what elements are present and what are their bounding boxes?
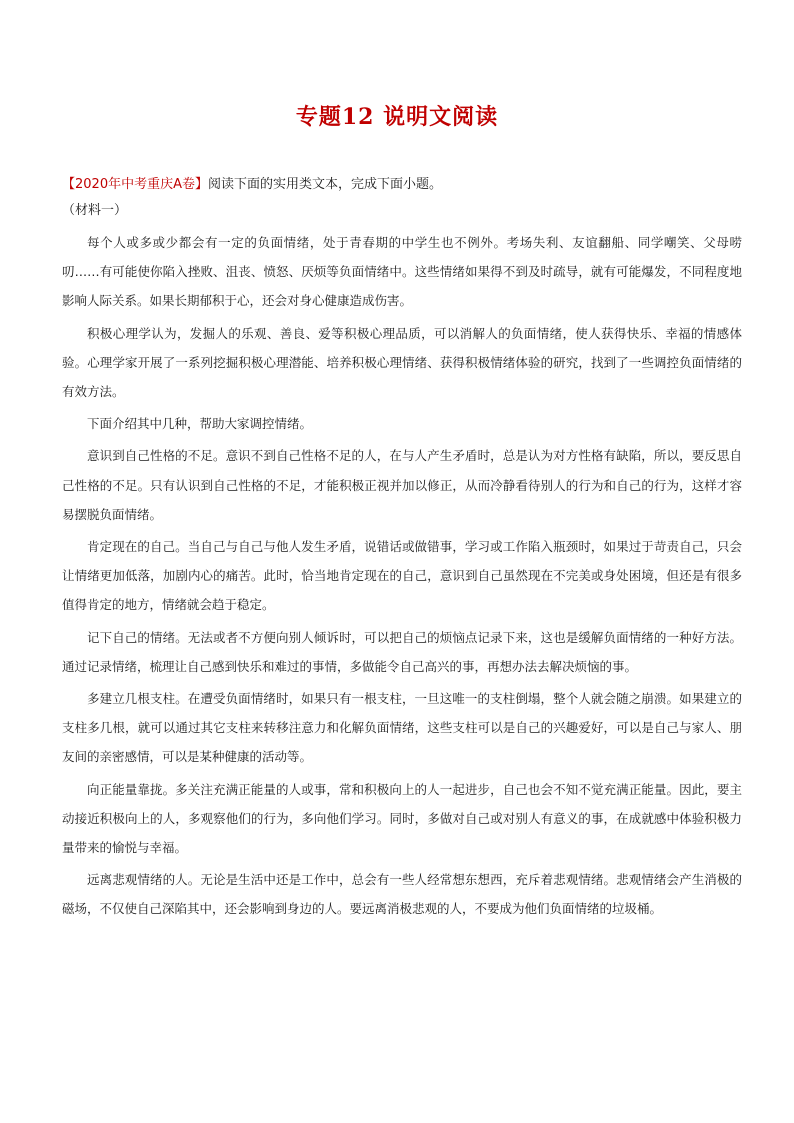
paragraph: 肯定现在的自己。当自己与自己与他人发生矛盾，说错话或做错事，学习或工作陷入瓶颈时，如果过于苛责自己，只会让情绪更加低落，加剧内心的痛苦。此时，恰当地肯定现在的自己，意识到自己虽然现在不完美或身处困境，但还是有很多值得肯定的地方，情绪就会趋于稳定。 <box>62 539 742 613</box>
paragraph: 积极心理学认为，发掘人的乐观、善良、爱等积极心理品质，可以消解人的负面情绪，使人获得快乐、幸福的情感体验。心理学家开展了一系列挖掘积极心理潜能、培养积极心理情绪、获得积极情绪体验的研究，找到了一些调控负面情绪的有效方法。 <box>62 325 742 400</box>
instruction-text: 阅读下面的实用类文本，完成下面小题。 <box>207 177 442 192</box>
paragraph: 记下自己的情绪。无法或者不方便向别人倾诉时，可以把自己的烦恼点记录下来，这也是缓解负面情绪的一种好方法。通过记录情绪，梳理让自己感到快乐和难过的事情，多做能令自己高兴的事，再想办法去解决烦恼的事。 <box>62 629 742 674</box>
question-source-line <box>62 172 742 198</box>
paragraph: 远离悲观情绪的人。无论是生活中还是工作中，总会有一些人经常想东想西，充斥着悲观情绪。悲观情绪会产生消极的磁场，不仅使自己深陷其中，还会影响到身边的人。要远离消极悲观的人，不要成为他们负面情绪的垃圾桶。 <box>62 872 742 917</box>
paragraph: 向正能量靠拢。多关注充满正能量的人或事，常和积极向上的人一起进步，自己也会不知不觉充满正能量。因此，要主动接近积极向上的人，多观察他们的行为，多向他们学习。同时，多做对自己或对别人有意义的事，在成就感中体验积极力量带来的愉悦与幸福。 <box>62 781 742 856</box>
material-label: （材料一） <box>62 203 128 218</box>
paragraph: 意识到自己性格的不足。意识不到自己性格不足的人，在与人产生矛盾时，总是认为对方性格有缺陷，所以，要反思自己性格的不足。只有认识到自己性格的不足，才能积极正视并加以修正，从而冷静看待别人的行为和自己的行为，这样才容易摆脱负面情绪。 <box>62 448 742 522</box>
page-title: 专题12 说明文阅读 <box>295 104 499 130</box>
article-body <box>62 172 742 927</box>
source-tag: 【2020年中考重庆A卷】 <box>62 177 208 192</box>
paragraph: 下面介绍其中几种，帮助大家调控情绪。 <box>87 416 313 432</box>
paragraph: 每个人或多或少都会有一定的负面情绪，处于青春期的中学生也不例外。考场失利、友谊翻船、同学嘲笑、父母唠叨……有可能使你陷入挫败、沮丧、愤怒、厌烦等负面情绪中。这些情绪如果得不到及时疏导，就有可能爆发，不同程度地影响人际关系。如果长期郁积于心，还会对身心健康造成伤害。 <box>62 235 742 309</box>
paragraph: 多建立几根支柱。在遭受负面情绪时，如果只有一根支柱，一旦这唯一的支柱倒塌，整个人就会随之崩溃。如果建立的支柱多几根，就可以通过其它支柱来转移注意力和化解负面情绪，这些支柱可以是自己的兴趣爱好，可以是自己与家人、朋友间的亲密感情，可以是某种健康的活动等。 <box>62 691 742 765</box>
